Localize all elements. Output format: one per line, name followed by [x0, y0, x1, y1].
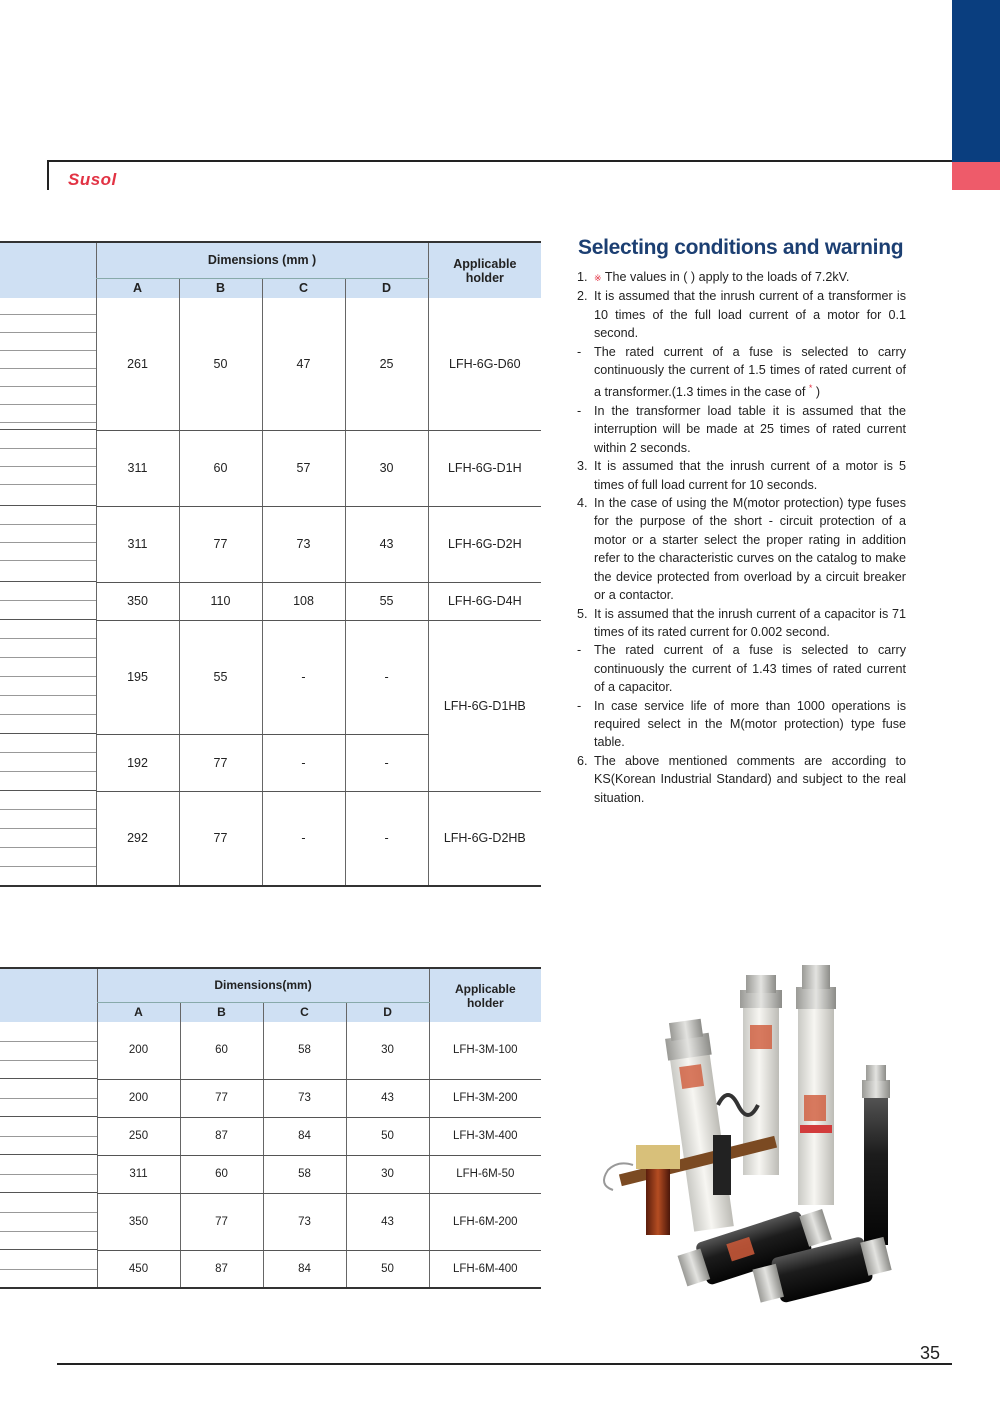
note-text: The values in ( ) apply to the loads of 7.2kV. [601, 270, 850, 284]
note-item [576, 402, 906, 457]
asterisk-icon: * [808, 383, 813, 394]
corner-tab-blue [952, 0, 1000, 162]
note-item [576, 752, 906, 807]
note-marker: - [577, 404, 582, 419]
dimensions-table-g-type [0, 241, 541, 887]
cell-holder: LFH-3M-200 [429, 1079, 541, 1117]
cell-d: 43 [346, 1193, 429, 1250]
header-rule-vertical [47, 160, 49, 190]
note-text: The rated current of a fuse is selected to carry continuously the current of 1.43 times of rated current of a capacitor. [594, 643, 906, 695]
cell-holder: LFH-6M-50 [429, 1155, 541, 1193]
note-item [576, 268, 906, 287]
reference-mark-icon: ※ [594, 273, 602, 283]
corner-tab-red [952, 162, 1000, 190]
cell-d: 55 [345, 582, 428, 620]
cell-c: 58 [263, 1155, 346, 1193]
table-row [0, 298, 541, 430]
cell-c: 58 [263, 1022, 346, 1079]
note-marker: - [577, 344, 582, 359]
column-header-a: A [97, 1002, 180, 1022]
note-text: In the case of using the M(motor protection) type fuses for the purpose of the short - circuit protection of a motor or a starter select the proper rating in addition refer to the characteristic curves on the catalog to make the device protected from overload by a circuit breaker or a contactor. [594, 496, 906, 603]
cell-c: 108 [262, 582, 345, 620]
note-item [576, 605, 906, 642]
cell-c: - [262, 620, 345, 734]
cell-b: 77 [179, 734, 262, 791]
note-item [576, 287, 906, 342]
table-row [0, 1117, 541, 1155]
cell-d: 30 [346, 1155, 429, 1193]
cell-d: 43 [345, 506, 428, 582]
dark-fuse-icon [862, 1065, 890, 1245]
cell-d: 25 [345, 298, 428, 430]
cell-c: - [262, 734, 345, 791]
cell-b: 60 [180, 1155, 263, 1193]
angled-white-fuse-icon [663, 1018, 736, 1232]
column-header-a: A [96, 278, 179, 298]
cell-d: 50 [346, 1250, 429, 1288]
note-marker: - [577, 643, 582, 658]
cell-a: 250 [97, 1117, 180, 1155]
page-number: 35 [920, 1343, 941, 1363]
column-header-c: C [263, 1002, 346, 1022]
cell-d: - [345, 620, 428, 734]
cell-b: 87 [180, 1250, 263, 1288]
column-header-d: D [345, 278, 428, 298]
cell-b: 77 [179, 506, 262, 582]
dimensions-table-m-type [0, 967, 541, 1289]
cell-b: 60 [180, 1022, 263, 1079]
note-text: The rated current of a fuse is selected to carry continuously the current of 1.5 times of rated current of a transformer.(1.3 times in the case of [594, 344, 906, 400]
cell-a: 200 [97, 1022, 180, 1079]
cell-c: 73 [263, 1193, 346, 1250]
cell-a: 311 [97, 1155, 180, 1193]
holder-header-line1: Applicable [454, 981, 516, 996]
cell-d: - [345, 791, 428, 886]
table1-header-blank [0, 242, 96, 298]
cell-d: 50 [346, 1117, 429, 1155]
note-marker: 5. [577, 606, 588, 621]
cell-c: - [262, 791, 345, 886]
note-marker: 1. [577, 270, 588, 284]
footer-rule [57, 1363, 952, 1365]
table1-group-header: Dimensions (mm ) [96, 242, 428, 278]
table-row [0, 582, 541, 620]
note-marker: 2. [577, 289, 588, 304]
note-text: In case service life of more than 1000 operations is required select in the M(motor protection) type fuse table. [594, 698, 906, 750]
holder-header-line2: holder [466, 995, 504, 1010]
note-item [576, 343, 906, 402]
holder-header-line2: holder [465, 270, 504, 285]
note-item [576, 641, 906, 696]
fuse-product-photo [578, 965, 943, 1310]
cell-holder: LFH-6M-400 [429, 1250, 541, 1288]
cell-a: 350 [97, 1193, 180, 1250]
cell-a: 311 [96, 506, 179, 582]
note-text: In the transformer load table it is assumed that the interruption will be made at 25 times of rated current within 2 seconds. [594, 404, 906, 455]
cell-a: 311 [96, 430, 179, 506]
note-text: It is assumed that the inrush current of a capacitor is 71 times of its rated current for 0.002 second. [594, 606, 906, 639]
cell-holder: LFH-6G-D2H [428, 506, 541, 582]
section-title: Selecting conditions and warning [578, 236, 904, 259]
cell-c: 73 [263, 1079, 346, 1117]
table-row [0, 1250, 541, 1288]
table-row [0, 506, 541, 582]
cell-a: 200 [97, 1079, 180, 1117]
table-row [0, 791, 541, 886]
brand-logo: Susol [68, 170, 117, 189]
table-row [0, 430, 541, 506]
note-item [576, 494, 906, 604]
cell-b: 87 [180, 1117, 263, 1155]
cell-d: 43 [346, 1079, 429, 1117]
note-item [576, 457, 906, 494]
cell-holder: LFH-3M-100 [429, 1022, 541, 1079]
column-header-d: D [346, 1002, 429, 1022]
note-marker: 6. [577, 753, 588, 768]
cell-d: - [345, 734, 428, 791]
header-rule [47, 160, 952, 162]
table-row [0, 1079, 541, 1117]
cell-holder: LFH-3M-400 [429, 1117, 541, 1155]
note-text-suffix: ) [812, 385, 821, 400]
cell-c: 84 [263, 1250, 346, 1288]
cell-b: 77 [179, 791, 262, 886]
note-marker: 3. [577, 459, 588, 474]
cell-a: 192 [96, 734, 179, 791]
cell-b: 77 [180, 1079, 263, 1117]
cell-d: 30 [345, 430, 428, 506]
cell-c: 47 [262, 298, 345, 430]
cell-a: 450 [97, 1250, 180, 1288]
note-marker: 4. [577, 496, 588, 511]
table-row [0, 1022, 541, 1079]
note-item [576, 697, 906, 752]
cell-b: 60 [179, 430, 262, 506]
column-header-b: B [179, 278, 262, 298]
table-row [0, 1193, 541, 1250]
cell-holder: LFH-6G-D1H [428, 430, 541, 506]
cell-a: 195 [96, 620, 179, 734]
table-row [0, 620, 541, 734]
cell-b: 55 [179, 620, 262, 734]
notes-list [576, 268, 906, 807]
table2-group-header: Dimensions(mm) [97, 968, 429, 1002]
cell-holder: LFH-6G-D4H [428, 582, 541, 620]
cell-holder: LFH-6M-200 [429, 1193, 541, 1250]
note-text: The above mentioned comments are according to KS(Korean Industrial Standard) and subject to the real situation. [594, 753, 906, 805]
tall-white-fuse-icon [796, 965, 836, 1205]
table1-holder-header [428, 242, 541, 298]
cell-a: 292 [96, 791, 179, 886]
cell-c: 57 [262, 430, 345, 506]
cell-b: 77 [180, 1193, 263, 1250]
cell-c: 84 [263, 1117, 346, 1155]
cell-b: 110 [179, 582, 262, 620]
cell-holder: LFH-6G-D2HB [428, 791, 541, 886]
cell-d: 30 [346, 1022, 429, 1079]
note-text: It is assumed that the inrush current of a motor is 5 times of full load current for 10 seconds. [594, 459, 906, 492]
column-header-b: B [180, 1002, 263, 1022]
table-row [0, 1155, 541, 1193]
cell-holder: LFH-6G-D1HB [428, 620, 541, 791]
note-marker: - [577, 698, 582, 713]
cell-a: 261 [96, 298, 179, 430]
cell-c: 73 [262, 506, 345, 582]
cell-b: 50 [179, 298, 262, 430]
column-header-c: C [262, 278, 345, 298]
cell-holder: LFH-6G-D60 [428, 298, 541, 430]
cell-a: 350 [96, 582, 179, 620]
table2-header-blank [0, 968, 97, 1022]
holder-header-line1: Applicable [453, 256, 517, 271]
note-text: It is assumed that the inrush current of a transformer is 10 times of the full load current of a motor for 0.1 second. [594, 289, 906, 341]
table2-holder-header [429, 968, 541, 1022]
